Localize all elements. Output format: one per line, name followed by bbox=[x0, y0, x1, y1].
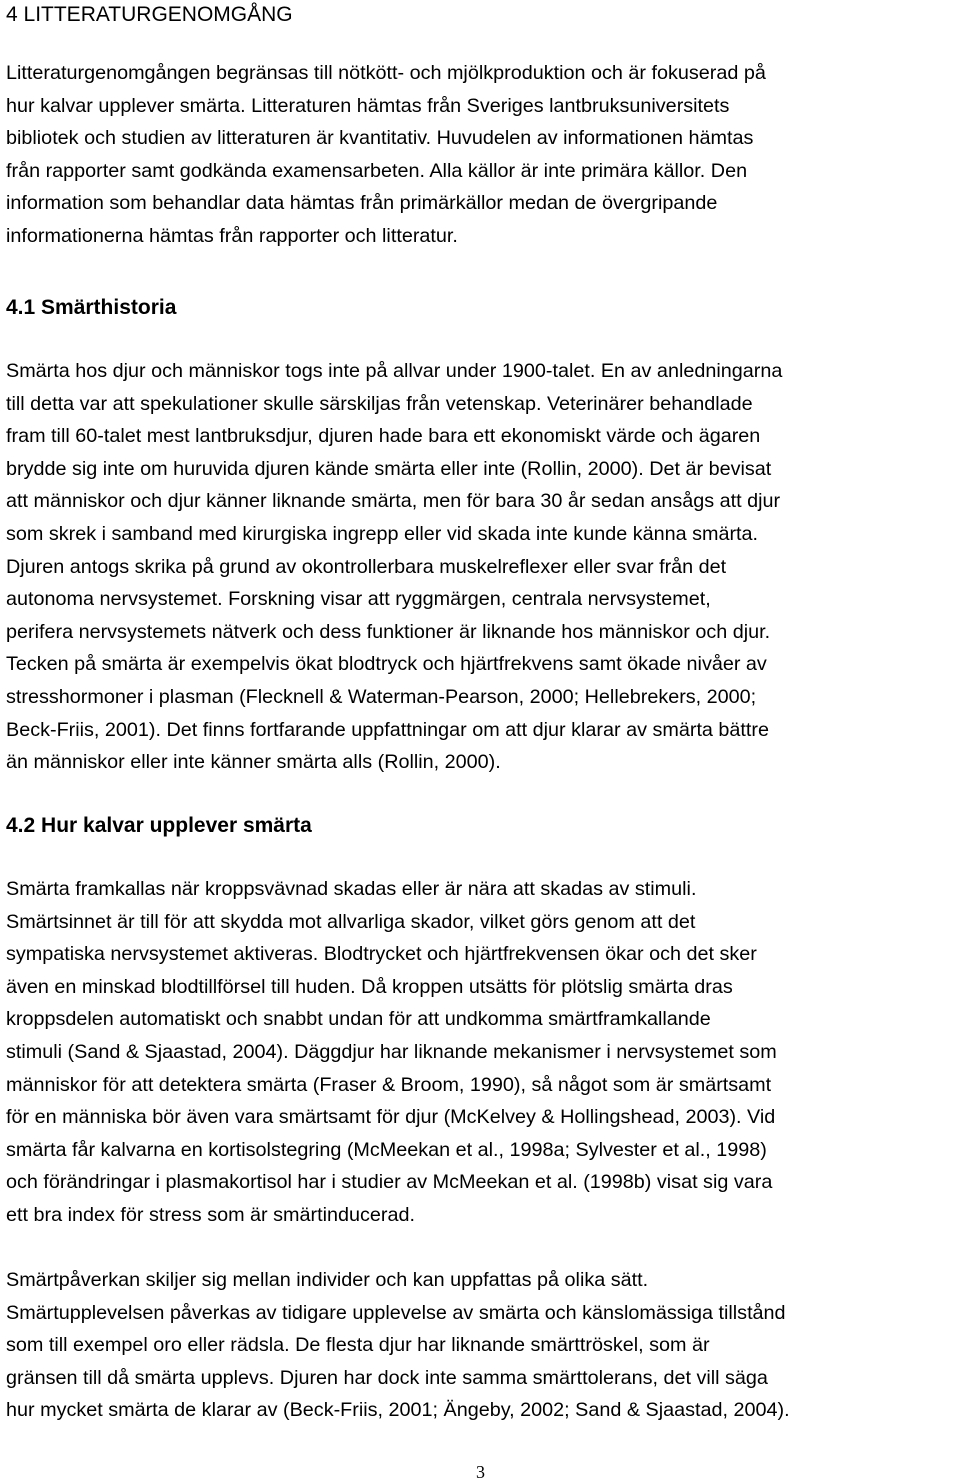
text-line: information som behandlar data hämtas från primärkällor medan de övergripande bbox=[6, 192, 718, 215]
text-line: att människor och djur känner liknande smärta, men för bara 30 år sedan ansågs att djur bbox=[6, 490, 781, 513]
text-line: Smärta framkallas när kroppsvävnad skadas eller är nära att skadas av stimuli. bbox=[6, 878, 697, 900]
text-line: till detta var att spekulationer skulle särskiljas från vetenskap. Veterinärer behandlade bbox=[6, 392, 753, 415]
text-line: som till exempel oro eller rädsla. De flesta djur har liknande smärttröskel, som är bbox=[6, 1334, 710, 1357]
text-line: Tecken på smärta är exempelvis ökat blodtryck och hjärtfrekvens samt ökade nivåer av bbox=[6, 653, 767, 676]
text-line: informationerna hämtas från rapporter och litteratur. bbox=[6, 224, 458, 247]
text-line: smärta får kalvarna en kortisolstegring (McMeekan et al., 1998a; Sylvester et al., 1998) bbox=[6, 1138, 767, 1161]
kalvar-paragraph-1 bbox=[6, 873, 956, 1232]
kalvar-paragraph-2 bbox=[6, 1264, 956, 1427]
text-line: Litteraturgenomgången begränsas till nötkött- och mjölkproduktion och är fokuserad på bbox=[6, 62, 766, 84]
text-line: från rapporter samt godkända examensarbeten. Alla källor är inte primära källor. Den bbox=[6, 159, 748, 182]
text-line: som skrek i samband med kirurgiska ingrepp eller vid skada inte kunde känna smärta. bbox=[6, 522, 759, 545]
text-line: Beck-Friis, 2001). Det finns fortfarande uppfattningar om att djur klarar av smärta bättre bbox=[6, 718, 770, 741]
text-line: även en minskad blodtillförsel till huden. Då kroppen utsätts för plötslig smärta dras bbox=[6, 975, 733, 998]
chapter-heading: 4 LITTERATURGENOMGÅNG bbox=[6, 3, 293, 26]
section-heading-smarthistoria: 4.1 Smärthistoria bbox=[6, 296, 177, 319]
page-number: 3 bbox=[476, 1462, 485, 1482]
section-heading-hur-kalvar-upplever-smarta: 4.2 Hur kalvar upplever smärta bbox=[6, 814, 312, 837]
text-line: Smärta hos djur och människor togs inte på allvar under 1900-talet. En av anledningarna bbox=[6, 360, 783, 382]
text-line: Djuren antogs skrika på grund av okontrollerbara muskelreflexer eller svar från det bbox=[6, 555, 727, 578]
smarthistoria-paragraph bbox=[6, 355, 956, 779]
text-line: sympatiska nervsystemet aktiveras. Blodtrycket och hjärtfrekvensen ökar och det sker bbox=[6, 943, 757, 966]
text-line: än människor eller inte känner smärta alls (Rollin, 2000). bbox=[6, 751, 501, 774]
text-line: människor för att detektera smärta (Fraser & Broom, 1990), så något som är smärtsamt bbox=[6, 1073, 772, 1096]
text-line: perifera nervsystemets nätverk och dess funktioner är liknande hos människor och djur. bbox=[6, 620, 771, 643]
text-line: brydde sig inte om huruvida djuren kände smärta eller inte (Rollin, 2000). Det är bevisat bbox=[6, 457, 772, 480]
text-line: Smärtupplevelsen påverkas av tidigare upplevelse av smärta och känslomässiga tillstånd bbox=[6, 1301, 786, 1324]
text-line: bibliotek och studien av litteraturen är kvantitativ. Huvudelen av informationen hämtas bbox=[6, 127, 754, 150]
text-line: fram till 60-talet mest lantbruksdjur, djuren hade bara ett ekonomiskt värde och ägaren bbox=[6, 425, 761, 448]
text-line: hur mycket smärta de klarar av (Beck-Friis, 2001; Ängeby, 2002; Sand & Sjaastad, 2004). bbox=[6, 1399, 790, 1422]
text-line: för en människa bör även vara smärtsamt för djur (McKelvey & Hollingshead, 2003). Vid bbox=[6, 1106, 776, 1129]
text-line: ett bra index för stress som är smärtinducerad. bbox=[6, 1203, 415, 1226]
text-line: stimuli (Sand & Sjaastad, 2004). Däggdjur har liknande mekanismer i nervsystemet som bbox=[6, 1040, 777, 1063]
text-line: kroppsdelen automatiskt och snabbt undan för att undkomma smärtframkallande bbox=[6, 1008, 711, 1031]
text-line: Smärtsinnet är till för att skydda mot allvarliga skador, vilket görs genom att det bbox=[6, 910, 696, 933]
text-line: Smärtpåverkan skiljer sig mellan individer och kan uppfattas på olika sätt. bbox=[6, 1269, 649, 1291]
intro-paragraph bbox=[6, 57, 956, 253]
text-line: stresshormoner i plasman (Flecknell & Waterman-Pearson, 2000; Hellebrekers, 2000; bbox=[6, 685, 757, 708]
text-line: autonoma nervsystemet. Forskning visar att ryggmärgen, centrala nervsystemet, bbox=[6, 588, 711, 611]
text-line: och förändringar i plasmakortisol har i studier av McMeekan et al. (1998b) visat sig vara bbox=[6, 1171, 773, 1194]
text-line: hur kalvar upplever smärta. Litteraturen hämtas från Sveriges lantbruksuniversitets bbox=[6, 94, 730, 117]
text-line: gränsen till då smärta upplevs. Djuren har dock inte samma smärttolerans, det vill säga bbox=[6, 1366, 768, 1389]
